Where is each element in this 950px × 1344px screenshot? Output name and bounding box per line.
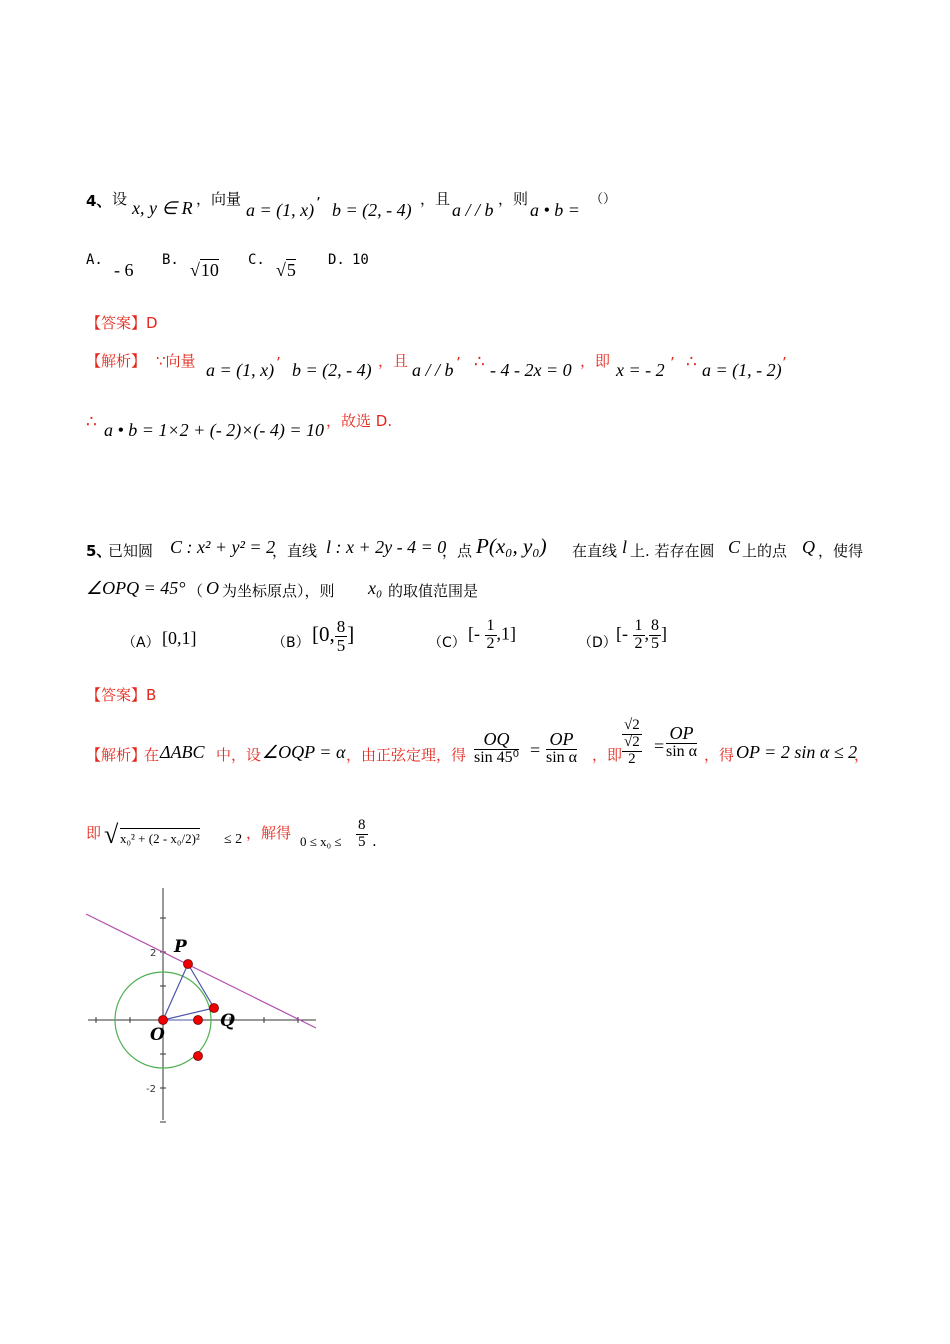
q5-a4: ，即 bbox=[592, 746, 623, 764]
y-tick-neg2: -2 bbox=[146, 1084, 156, 1095]
q5-angle: ∠OPQ = 45° bbox=[86, 578, 186, 598]
q4-option-b-value-wrap: √10 bbox=[190, 260, 219, 280]
q5-t2: ，直线 bbox=[272, 542, 318, 560]
q5-f3-bot: 2 bbox=[628, 750, 636, 767]
point-o bbox=[159, 1016, 168, 1025]
q5-b1: 即 bbox=[86, 824, 102, 842]
q5-answer-line bbox=[86, 684, 156, 705]
q5-a6: ， bbox=[854, 746, 870, 764]
point-p bbox=[184, 960, 193, 969]
q4-text-vec: ，向量 bbox=[196, 190, 242, 208]
q5-t8b: O bbox=[206, 578, 219, 598]
label-p: P bbox=[174, 937, 187, 957]
q5-b-f-top: 8 bbox=[358, 817, 366, 833]
q5-option-b-label: （B） bbox=[272, 635, 310, 651]
q5-frac2 bbox=[546, 730, 577, 767]
q5-frac4 bbox=[666, 724, 697, 761]
q4-cond: x, y ∈ R bbox=[132, 198, 193, 218]
q4-option-d-label: D. bbox=[328, 252, 345, 268]
q5-a1: 在 bbox=[144, 746, 160, 764]
q4-paren: （） bbox=[590, 192, 617, 207]
q5-a3: ，由正弦定理，得 bbox=[346, 746, 467, 764]
q4-an-therefore3: ∴ bbox=[86, 412, 97, 432]
q4-an-comma2: ’ bbox=[456, 354, 461, 372]
q5-a5: ，得 bbox=[704, 746, 735, 764]
q5-f1-bot: sin 45⁰ bbox=[474, 748, 520, 766]
q5-option-d-value: [- $\frac{1}{2}$ , $\frac{8}{5}$ ] bbox=[616, 617, 667, 652]
q5-f2-bot: sin α bbox=[546, 748, 578, 766]
q5-eq2: = bbox=[654, 736, 665, 756]
q4-text-qie: ，且 bbox=[420, 190, 451, 208]
q5-option-b-frac: $\frac{8}{5}$ bbox=[336, 617, 346, 655]
q4-an-a: a = (1, x) bbox=[206, 360, 275, 380]
q4-an-comma1: ’ bbox=[276, 354, 281, 372]
q4-an-qie: ，且 bbox=[378, 352, 409, 370]
q4-answer-line bbox=[86, 312, 158, 333]
q4-an-eq: - 4 - 2x = 0 bbox=[490, 360, 572, 380]
y-tick-2: 2 bbox=[150, 948, 157, 959]
q5-f1-top: OQ bbox=[474, 730, 519, 750]
q4-an-x: x = - 2 bbox=[616, 360, 665, 380]
q5-option-c-label: （C） bbox=[428, 635, 466, 651]
q5-t9: 为坐标原点），则 bbox=[222, 582, 335, 600]
q5-t4b: l bbox=[622, 537, 628, 557]
q5-answer-value: B bbox=[146, 686, 157, 704]
q4-an-par: a / / b bbox=[412, 360, 454, 380]
q5-f3-mid: √2 bbox=[624, 733, 640, 750]
q5-t5: 上. 若存在圆 bbox=[630, 542, 715, 560]
q4-an-end: ，故选 D. bbox=[326, 412, 393, 430]
q5-f4-top: OP bbox=[666, 724, 697, 744]
q5-b4: . bbox=[372, 832, 377, 850]
q4-option-a-value: - 6 bbox=[114, 260, 134, 280]
q5-a2: 中，设 bbox=[216, 746, 262, 764]
q4-option-c-value: 5 bbox=[286, 260, 296, 280]
q4-option-a-label: A. bbox=[86, 252, 103, 268]
q5-frac1 bbox=[474, 730, 519, 767]
q4-option-d-value: 10 bbox=[352, 252, 369, 268]
q4-comma1: ’ bbox=[316, 194, 321, 212]
q4-an-comma3: ’ bbox=[670, 354, 675, 372]
q5-t3: ，点 bbox=[442, 542, 473, 560]
q5-option-a-label: （A） bbox=[122, 635, 160, 651]
q4-an-calc: a • b = 1×2 + (- 2)×(- 4) = 10 bbox=[104, 420, 324, 440]
q5-t7: ，使得 bbox=[818, 542, 864, 560]
q4-an-ji: ，即 bbox=[580, 352, 611, 370]
point-mid bbox=[194, 1016, 203, 1025]
q5-line: l : x + 2y - 4 = 0 bbox=[326, 537, 447, 557]
q5-t6: 上的点 bbox=[742, 542, 788, 560]
q5-t6b: Q bbox=[802, 537, 815, 557]
q5-b-frac bbox=[356, 818, 368, 851]
q5-t10: 的取值范围是 bbox=[388, 582, 479, 600]
q5-f4-bot: sin α bbox=[666, 742, 698, 760]
q4-an-therefore1: ∴ bbox=[474, 352, 485, 372]
q5-t8: （ bbox=[188, 582, 204, 600]
q5-analysis-label: 【解析】 bbox=[86, 746, 147, 764]
q4-number: 4、 bbox=[86, 192, 112, 210]
q5-a2b: ∠OQP = α bbox=[262, 742, 346, 762]
q4-text-ze: ，则 bbox=[498, 190, 529, 208]
q5-a5b: OP = 2 sin α ≤ 2 bbox=[736, 742, 858, 762]
q5-point: P(x₀, y₀) bbox=[476, 534, 547, 558]
point-lower bbox=[194, 1052, 203, 1061]
point-q bbox=[210, 1004, 219, 1013]
geometry-figure bbox=[80, 880, 330, 1130]
q4-an1: ∵向量 bbox=[156, 352, 196, 370]
q4-dot: a • b = bbox=[530, 200, 580, 220]
q5-option-d-frac1: $\frac{1}{2}$ bbox=[634, 617, 643, 652]
q5-t1: 已知圆 bbox=[108, 542, 154, 560]
q5-b2: ，解得 bbox=[246, 824, 292, 842]
q5-t5b: C bbox=[728, 537, 741, 557]
q4-option-c-value-wrap: √5 bbox=[276, 260, 296, 280]
q5-t9b: x₀ bbox=[368, 578, 383, 598]
q5-t4: 在直线 bbox=[572, 542, 618, 560]
q5-circle: C : x² + y² = 2 bbox=[170, 537, 276, 557]
q5-option-b-value: [0, $\frac{8}{5}$ ] bbox=[312, 617, 355, 655]
label-q: Q bbox=[220, 1011, 235, 1031]
q4-option-b-value: 10 bbox=[200, 260, 219, 280]
q4-vec-a: a = (1, x) bbox=[246, 200, 315, 220]
q4-an-b: b = (2, - 4) bbox=[292, 360, 372, 380]
q5-frac3 bbox=[622, 718, 642, 767]
q4-option-c-label: C. bbox=[248, 252, 265, 268]
q4-an-therefore2: ∴ bbox=[686, 352, 697, 372]
q5-f2-top: OP bbox=[546, 730, 577, 750]
q4-option-b-label: B. bbox=[162, 252, 179, 268]
q5-f3-top: √2 bbox=[624, 717, 640, 733]
q4-parallel: a / / b bbox=[452, 200, 494, 220]
q5-b3: 0 ≤ x₀ ≤ bbox=[300, 834, 342, 849]
q4-text-she: 设 bbox=[112, 190, 128, 208]
q5-option-d-label: （D） bbox=[578, 635, 617, 651]
q5-b-sqrt-sign: √ bbox=[104, 820, 119, 849]
q4-answer-label: 【答案】 bbox=[86, 314, 147, 332]
q4-answer-value: D bbox=[146, 314, 158, 332]
q5-option-c-frac: $\frac{1}{2}$ bbox=[486, 617, 495, 652]
q5-a1b: ΔABC bbox=[160, 742, 205, 762]
q5-b-le: ≤ 2 bbox=[224, 832, 243, 847]
q5-b-sqrt: x₀² + (2 - x₀/2)² bbox=[120, 828, 200, 847]
q4-vec-b: b = (2, - 4) bbox=[332, 200, 412, 220]
q5-eq: = bbox=[530, 740, 541, 760]
q5-option-d-frac2: $\frac{8}{5}$ bbox=[651, 617, 659, 652]
q5-answer-label: 【答案】 bbox=[86, 686, 147, 704]
label-o: O bbox=[150, 1025, 165, 1045]
q4-an-a2: a = (1, - 2) bbox=[702, 360, 782, 380]
q5-option-a-value: [0,1] bbox=[162, 628, 197, 648]
q4-an-comma4: ’ bbox=[782, 354, 787, 372]
q5-option-c-value: [- $\frac{1}{2}$ ,1] bbox=[468, 617, 516, 652]
q5-number: 5、 bbox=[86, 542, 112, 560]
q4-analysis-label: 【解析】 bbox=[86, 352, 147, 370]
q5-b-f-bot: 5 bbox=[358, 833, 366, 850]
